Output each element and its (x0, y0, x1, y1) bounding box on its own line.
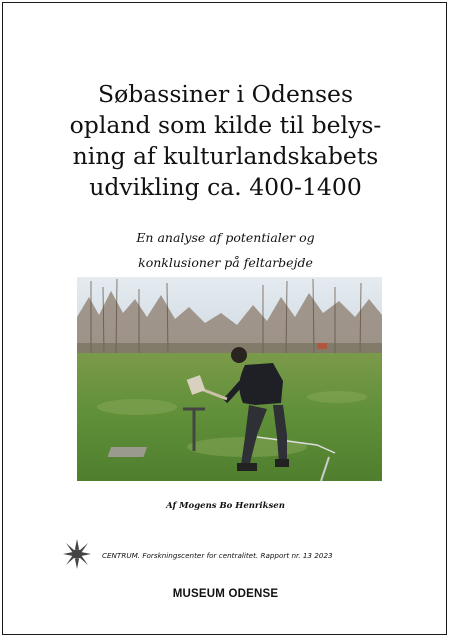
cover-subtitle (3, 225, 448, 275)
author-line: Af Mogens Bo Henriksen (166, 501, 285, 511)
series-info: CENTRUM. Forskningscenter for centralitet. Rapport nr. 13 2023 (102, 551, 333, 560)
title-line-4: udvikling ca. 400-1400 (89, 173, 362, 201)
cover-photo (77, 277, 382, 481)
centrum-logo-icon (63, 539, 91, 569)
subtitle-line-1: En analyse af potentialer og (136, 230, 315, 245)
publisher-name: MUSEUM ODENSE (172, 588, 279, 600)
title-line-3: ning af kulturlandskabets (72, 142, 379, 170)
cover-title (3, 79, 448, 203)
subtitle-line-2: konklusioner på feltarbejde (138, 255, 313, 270)
field-coring-photo (77, 277, 382, 481)
title-line-1: Søbassiner i Odenses (97, 80, 354, 108)
report-cover (2, 2, 447, 635)
title-line-2: opland som kilde til belys- (69, 111, 382, 139)
